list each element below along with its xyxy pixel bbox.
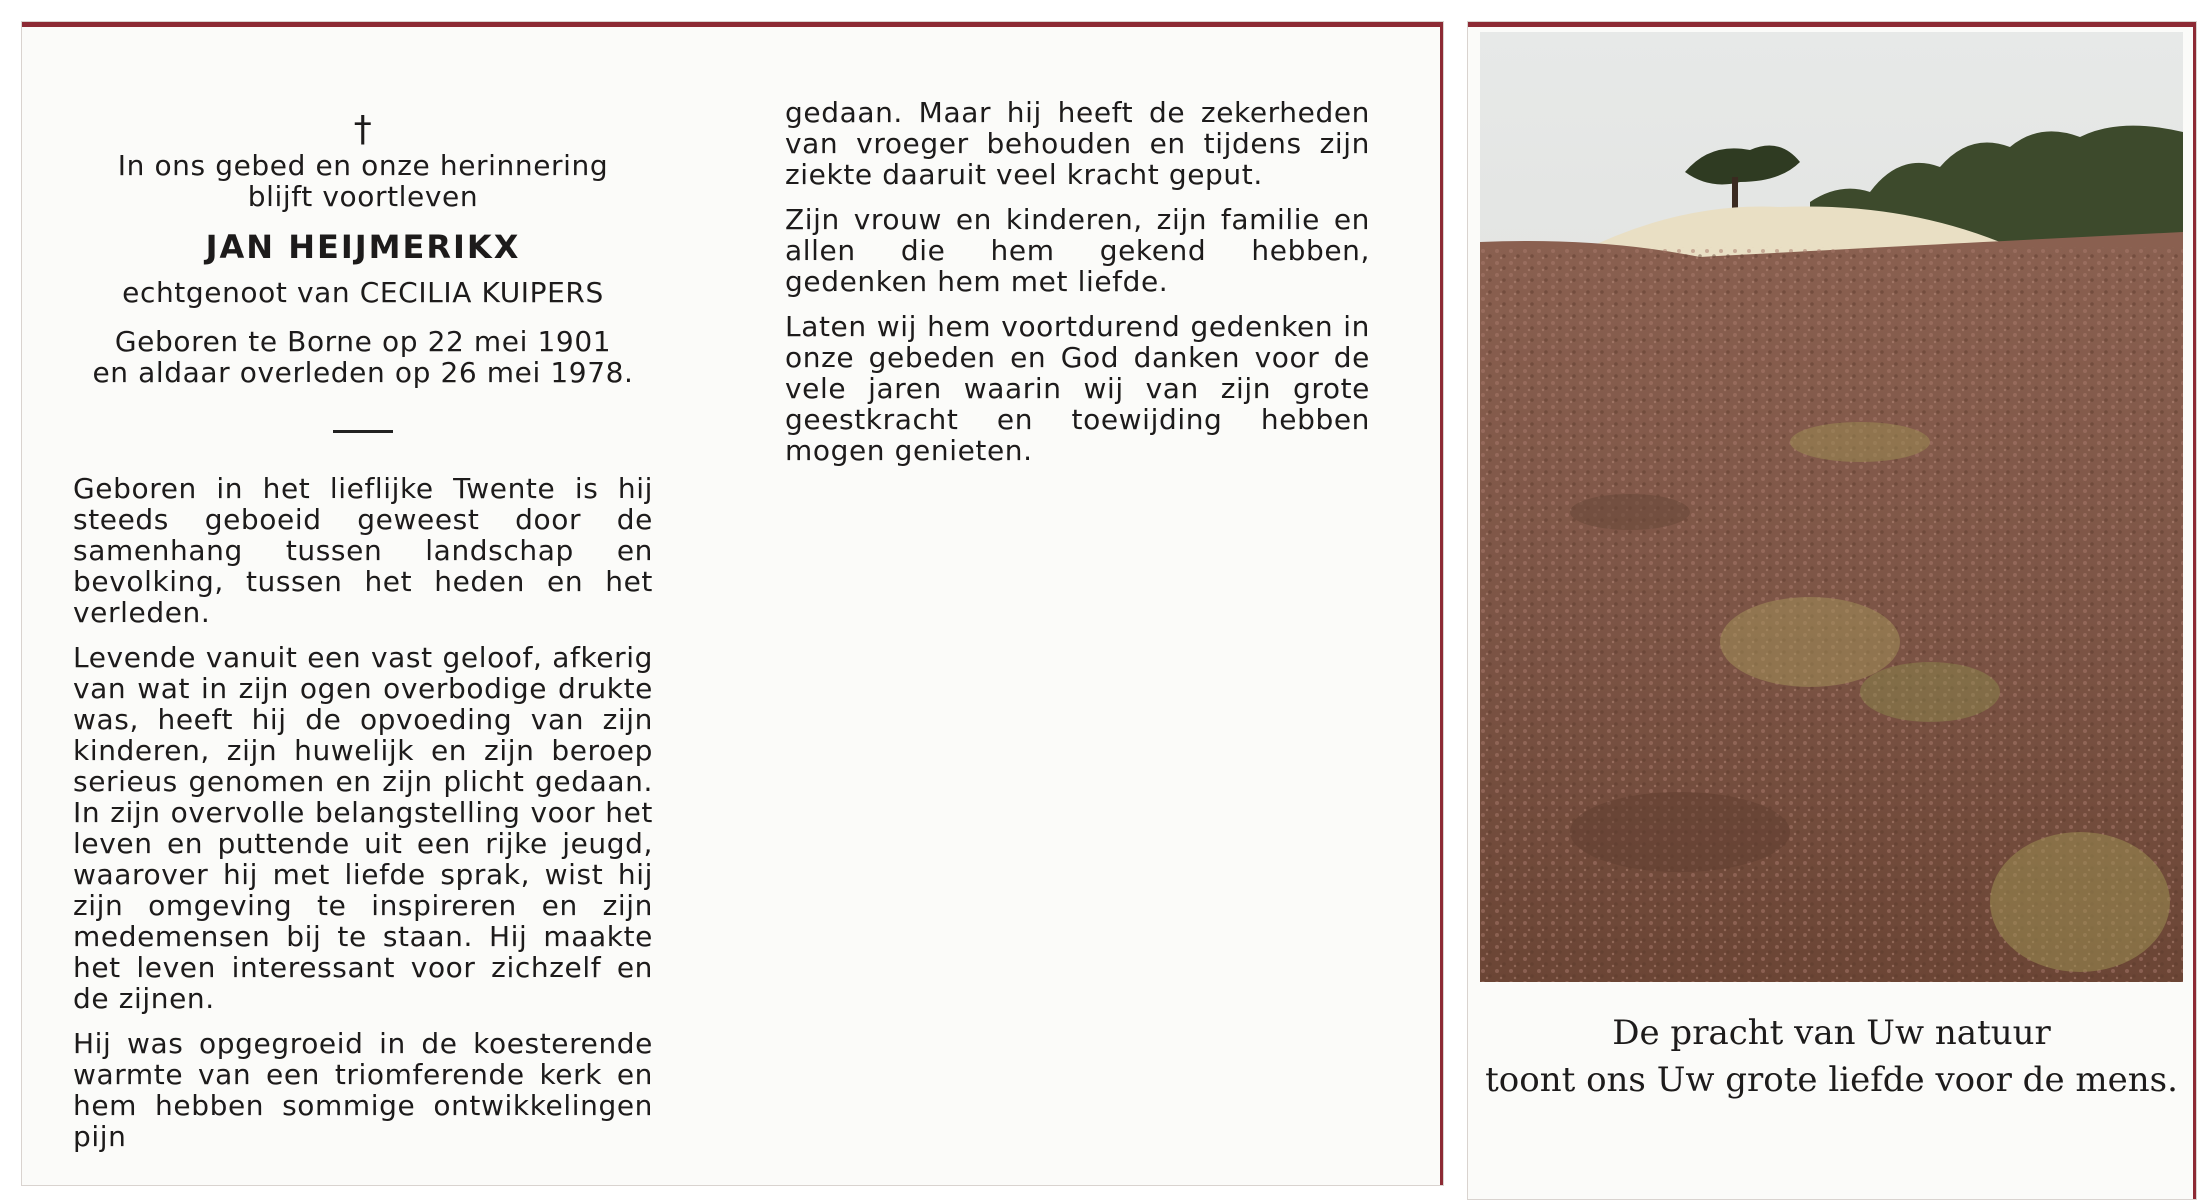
death-line: en aldaar overleden op 26 mei 1978.: [92, 356, 634, 389]
heathland-landscape-photo: [1480, 32, 2183, 982]
landscape-illustration: [1480, 32, 2183, 982]
intro-line-2: blijft voortleven: [247, 180, 479, 213]
paragraph: Laten wij hem voortdurend gedenken in onze gebeden en God danken voor de vele jaren waarin wij van zijn grote geestkracht en toewijding hebben mogen genieten.: [785, 310, 1370, 467]
paragraph: Hij was opgegroeid in de koesterende warmte van een triomferende kerk en hem hebben sommige ontwikkelingen pijn: [73, 1027, 653, 1153]
paragraph: Zijn vrouw en kinderen, zijn familie en allen die hem gekend hebben, gedenken hem met liefde.: [785, 203, 1370, 298]
paragraph: gedaan. Maar hij heeft de zekerheden van vroeger behouden en tijdens zijn ziekte daaruit veel kracht geput.: [785, 96, 1370, 191]
deceased-name: JAN HEIJMERIKX: [205, 228, 521, 266]
divider-rule: [333, 430, 393, 433]
right-column: [785, 97, 1370, 480]
left-column: [73, 110, 653, 1166]
spouse-line: echtgenoot van CECILIA KUIPERS: [122, 276, 604, 309]
cross-icon: †: [353, 109, 373, 150]
caption-line-1: De pracht van Uw natuur: [1612, 1013, 2051, 1053]
intro-line-1: In ons gebed en onze herinnering: [117, 149, 609, 182]
paragraph: Levende vanuit een vast geloof, afkerig van wat in zijn ogen overbodige drukte was, heeft hij de opvoeding van zijn kinderen, zijn huwelijk en zijn beroep serieus genomen en zijn plicht gedaan. In zijn overvolle belangstelling voor het leven en puttende uit een rijke jeugd, waarover hij met liefde sprak, wist hij zijn omgeving te inspireren en zijn medemensen bij te staan. Hij maakte het leven interessant voor zichzelf en de zijnen.: [73, 641, 653, 1015]
caption: [1480, 1010, 2183, 1104]
paragraph: Geboren in het lieflijke Twente is hij steeds geboeid geweest door de samenhang tussen landschap en bevolking, tussen het heden en het verleden.: [73, 472, 653, 629]
dates-block: [73, 326, 653, 388]
caption-line-2: toont ons Uw grote liefde voor de mens.: [1485, 1060, 2178, 1100]
birth-line: Geboren te Borne op 22 mei 1901: [114, 325, 612, 358]
